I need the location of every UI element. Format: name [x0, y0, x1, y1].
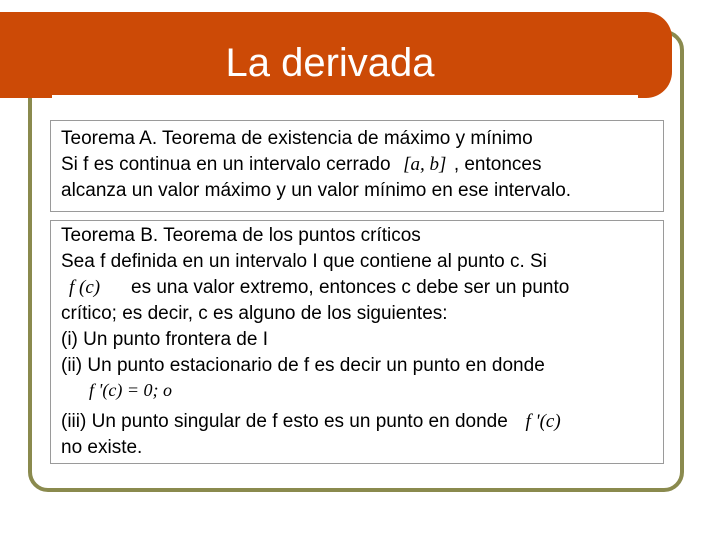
theorem-b-line3-text: es una valor extremo, entonces c debe ser un punto [131, 277, 570, 298]
theorem-a-line3: alcanza un valor máximo y un valor mínimo en ese intervalo. [61, 180, 572, 201]
theorem-b-line3 [61, 275, 663, 301]
theorem-a-heading: Teorema A. Teorema de existencia de máximo y mínimo [61, 128, 533, 149]
theorem-b-line2: Sea f definida en un intervalo I que contiene al punto c. Si [61, 251, 547, 272]
slide-title: La derivada [225, 41, 435, 85]
title-banner [0, 12, 672, 98]
item-2: (ii) Un punto estacionario de f es decir un punto en donde [61, 355, 545, 376]
title-underline [52, 95, 638, 98]
theorem-a-line2-after: , entonces [453, 154, 542, 175]
spacer [61, 401, 663, 409]
item-3 [61, 409, 663, 435]
theorem-b-line4: crítico; es decir, c es alguno de los siguientes: [61, 303, 448, 324]
item-1: (i) Un punto frontera de I [61, 329, 268, 350]
fc-formula: f (c) [69, 277, 101, 298]
theorem-b-heading: Teorema B. Teorema de los puntos críticos [61, 225, 421, 246]
theorem-a-box [50, 120, 664, 212]
theorem-a-line2-text: Si f es continua en un intervalo cerrado [61, 154, 391, 175]
fprime-formula: f '(c) [525, 411, 561, 432]
theorem-a-line2 [61, 152, 663, 178]
theorem-b-last-line: no existe. [61, 437, 143, 458]
stationary-formula: f '(c) = 0; o [89, 380, 172, 400]
interval-formula: [a, b] [403, 154, 447, 175]
item-3-text: (iii) Un punto singular de f esto es un punto en donde [61, 411, 508, 432]
theorem-b-box [50, 220, 664, 464]
